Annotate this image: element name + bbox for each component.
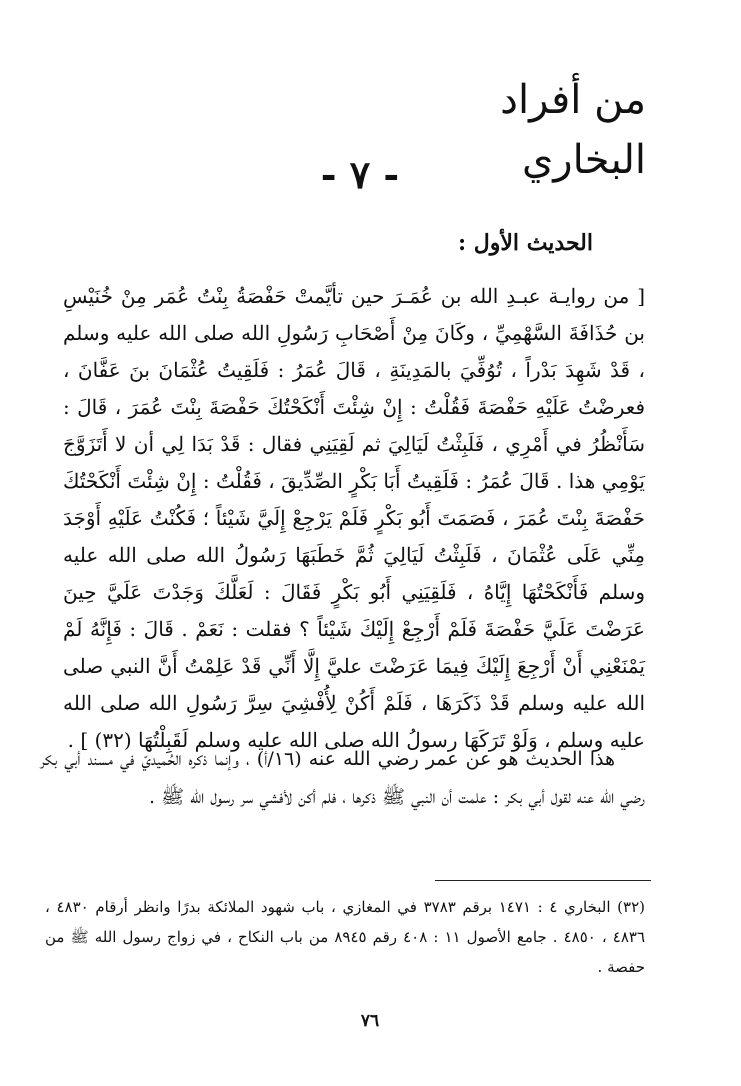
commentary-paragraph: هذا الحديث هو عن عمر رضي الله عنه (١٦/أ) ، وإنما ذكره الحُميديّ في مسند أبي بكر رضي الله عنه لقول أبي بكر : علمت أن النبي ﷺ ذكرها ، فلم أكن لأفشي سر رسول الله ﷺ . xyxy=(40,748,645,808)
footnote-divider xyxy=(435,880,651,881)
hadith-text: [ من روايـة عبـدِ الله بن عُمَـرَ حين تأيَّمتْ حَفْصَةُ بِنْتُ عُمَر مِنْ خُنَيْسِ بن حُذَافَةَ السَّهْمِيِّ ، وكَانَ مِنْ أَصْحَابِ رَسُولِ الله صلى الله عليه وسلم ، قَدْ شَهِدَ بَدْراً ، تُوُفِّيَ بالمَدِينَةِ ، قَالَ عُمَرُ : فَلَقِيتُ عُثْمَانَ بنَ عَفَّانَ ، فعرضْتُ عَلَيْهِ حَفْصَةَ فَقُلْتُ : إِنْ شِئْتَ أَنْكَحْتُكَ حَفْصَةَ بِنْتَ عُمَرَ ، قَالَ : سَأَنْظُرُ في أَمْرِي ، فَلَبِثْتُ لَيَالِيَ ثم لَقِيَنِي فقال : قَدْ بَدَا لِي أن لا أَتَزَوَّجَ يَوْمِي هذا . قَالَ عُمَرُ : فَلَقِيتُ أَبَا بَكْرٍ الصِّدِّيقَ ، فَقُلْتُ : إِنْ شِئْتَ أَنْكَحْتُكَ حَفْصَةَ بِنْتَ عُمَرَ ، فَصَمَتَ أَبُو بَكْرٍ فَلَمْ يَرْجِعْ إِلَيَّ شَيْئاً ؛ فَكُنْتُ عَلَيْهِ أَوْجَدَ مِنِّي عَلَى عُثْمَانَ ، فَلَبِثْتُ لَيَالِيَ ثُمَّ خَطَبَهَا رَسُولُ الله صلى الله عليه وسلم فَأَنْكَحْتُهَا إِيَّاهُ ، فَلَقِيَنِي أَبُو بَكْرٍ فَقَالَ : لَعَلَّكَ وَجَدْتَ عَلَيَّ حِينَ عَرَضْتَ عَلَيَّ حَفْصَةَ فَلَمْ أَرْجِعْ إِلَيْكَ شَيْئاً ؟ فقلت : نَعَمْ . قَالَ : فَإِنَّهُ لَمْ يَمْنَعْنِي أَنْ أَرْجِعَ إِلَيْكَ فِيمَا عَرَضْتَ عليَّ إِلَّا أَنِّي قَدْ عَلِمْتُ أَنَّ النبي صلى الله عليه وسلم قَدْ ذَكَرَهَا ، فَلَمْ أَكُنْ لِأُفْشِيَ سِرَّ رَسُولِ الله صلى الله عليه وسلم ، وَلَوْ تَرَكَهَا رسولُ الله صلى الله عليه وسلم لَقَبِلْتُهَا (٣٢) ] . xyxy=(63,284,646,752)
chapter-number: - ٧ - xyxy=(320,152,400,197)
hadith-heading: الحديث الأول : xyxy=(458,230,593,256)
footnote-text: (٣٢) البخاري ٤ : ١٤٧١ برقم ٣٧٨٣ في المغازي ، باب شهود الملائكة بدرًا وانظر أرقام ٤٨٣٠ ، ٤٨٣٦ ، ٤٨٥٠ . جامع الأصول ١١ : ٤٠٨ رقم ٨٩٤٥ من باب النكاح ، في زواج رسول الله ﷺ من حفصة . xyxy=(45,898,646,976)
running-header-title: من أفراد البخاري xyxy=(500,77,646,183)
page-number: ٧٦ xyxy=(360,1011,380,1031)
